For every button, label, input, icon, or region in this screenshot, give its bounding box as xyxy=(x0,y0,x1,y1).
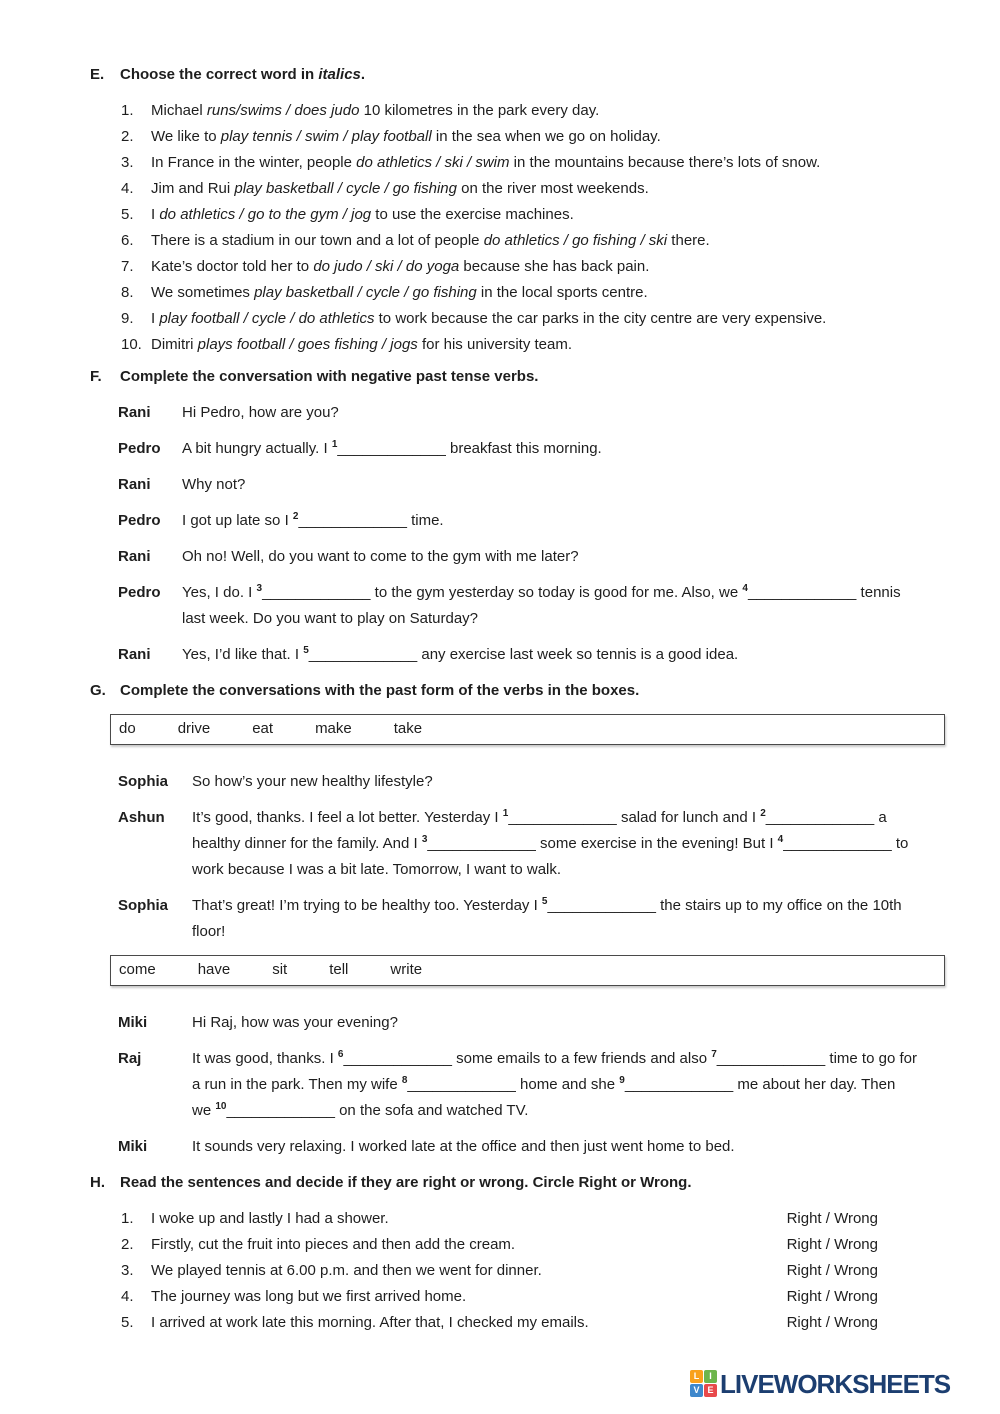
dialogue-text: So how’s your new healthy lifestyle? xyxy=(192,773,433,790)
item-text: I arrived at work late this morning. After that, I checked my emails. xyxy=(151,1314,589,1331)
dialogue-text: A bit hungry actually. I $^1$_____________ breakfast this morning. xyxy=(182,439,602,457)
item-number: 4. xyxy=(121,1288,134,1305)
logo-square-l: L xyxy=(690,1370,703,1383)
dialogue-row xyxy=(90,1134,950,1160)
section-h xyxy=(90,1170,950,1336)
speaker-name: Pedro xyxy=(118,440,161,457)
verb-word: take xyxy=(393,720,423,737)
logo-square-e: E xyxy=(704,1384,717,1397)
dialogue-row xyxy=(90,436,950,462)
item-number: 2. xyxy=(121,1236,134,1253)
section-f-heading xyxy=(90,364,950,390)
item-text: Firstly, cut the fruit into pieces and then add the cream. xyxy=(151,1236,516,1253)
dialogue-text: Hi Raj, how was your evening? xyxy=(192,1014,398,1031)
section-h-title: Read the sentences and decide if they are right or wrong. Circle Right or Wrong. xyxy=(120,1174,692,1191)
section-h-letter: H. xyxy=(90,1174,105,1191)
section-f xyxy=(90,364,950,668)
dialogue-text: That’s great! I’m trying to be healthy too. Yesterday I $^5$_____________ the stairs up to my office on the 10th floor! xyxy=(192,896,902,940)
h-item-4 xyxy=(90,1284,878,1310)
dialogue-row xyxy=(90,1010,950,1036)
item-number: 5. xyxy=(121,206,134,223)
item-text: I do athletics / go to the gym / jog to use the exercise machines. xyxy=(151,206,574,223)
dialogue-row xyxy=(90,805,950,883)
e-item-9 xyxy=(90,306,950,332)
item-number: 7. xyxy=(121,258,134,275)
dialogue-row xyxy=(90,893,950,945)
dialogue-text: It’s good, thanks. I feel a lot better. Yesterday I $^1$_____________ salad for lunch and I $^2$_____________ a healthy dinner for the family. And I $^3$_____________ some exercise in the evening! But I $^4$_____________ to work because I was a bit late. Tomorrow, I want to walk. xyxy=(192,808,909,878)
verb-word: tell xyxy=(329,961,349,978)
h-item-3 xyxy=(90,1258,878,1284)
dialogue-row xyxy=(90,508,950,534)
dialogue-row xyxy=(90,1046,950,1124)
speaker-name: Rani xyxy=(118,476,151,493)
item-number: 1. xyxy=(121,1210,134,1227)
e-item-8 xyxy=(90,280,950,306)
item-number: 6. xyxy=(121,232,134,249)
item-number: 5. xyxy=(121,1314,134,1331)
section-e-letter: E. xyxy=(90,66,105,83)
h-item-1 xyxy=(90,1206,878,1232)
verb-word: make xyxy=(315,720,352,737)
section-e-title: Choose the correct word in italics. xyxy=(120,66,366,83)
dialogue-row xyxy=(90,544,950,570)
conversation-g1 xyxy=(90,769,950,945)
section-g-letter: G. xyxy=(90,682,106,699)
liveworksheets-wordmark: LIVEWORKSHEETS xyxy=(720,1368,951,1399)
verb-word: eat xyxy=(252,720,274,737)
exercise-e-list xyxy=(90,98,950,358)
right-wrong-choice[interactable]: Right / Wrong xyxy=(786,1210,878,1227)
item-number: 10. xyxy=(121,336,142,353)
section-e-heading xyxy=(90,62,950,88)
e-item-7 xyxy=(90,254,950,280)
verb-word: have xyxy=(197,961,231,978)
section-e xyxy=(90,62,950,358)
item-number: 4. xyxy=(121,180,134,197)
dialogue-text: It sounds very relaxing. I worked late at the office and then just went home to bed. xyxy=(192,1138,735,1155)
e-item-5 xyxy=(90,202,950,228)
item-text: Dimitri plays football / goes fishing / jogs for his university team. xyxy=(151,336,573,353)
verb-box-2 xyxy=(110,955,945,986)
speaker-name: Sophia xyxy=(118,897,169,914)
speaker-name: Sophia xyxy=(118,773,169,790)
e-item-1 xyxy=(90,98,950,124)
dialogue-text: Yes, I do. I $^3$_____________ to the gym yesterday so today is good for me. Also, we $^4$_____________ tennis last week. Do you want to play on Saturday? xyxy=(182,583,901,627)
verb-box-1 xyxy=(110,714,945,745)
section-g-title: Complete the conversations with the past form of the verbs in the boxes. xyxy=(120,682,640,699)
item-text: I play football / cycle / do athletics to work because the car parks in the city centre are very expensive. xyxy=(151,310,827,327)
speaker-name: Rani xyxy=(118,404,151,421)
item-text: Jim and Rui play basketball / cycle / go fishing on the river most weekends. xyxy=(151,180,649,197)
e-item-2 xyxy=(90,124,950,150)
dialogue-row xyxy=(90,769,950,795)
section-g xyxy=(90,678,950,1160)
dialogue-text: Why not? xyxy=(182,476,246,493)
section-f-title: Complete the conversation with negative past tense verbs. xyxy=(120,368,539,385)
right-wrong-choice[interactable]: Right / Wrong xyxy=(786,1262,878,1279)
e-item-4 xyxy=(90,176,950,202)
item-number: 3. xyxy=(121,154,134,171)
h-item-5 xyxy=(90,1310,878,1336)
item-text: We like to play tennis / swim / play football in the sea when we go on holiday. xyxy=(151,128,661,145)
verb-word: come xyxy=(119,961,156,978)
item-number: 9. xyxy=(121,310,134,327)
item-text: I woke up and lastly I had a shower. xyxy=(151,1210,389,1227)
liveworksheets-logo-icon xyxy=(690,1370,717,1397)
liveworksheets-logo[interactable] xyxy=(690,1370,950,1397)
speaker-name: Pedro xyxy=(118,584,161,601)
item-number: 2. xyxy=(121,128,134,145)
section-g-heading xyxy=(90,678,950,704)
e-item-3 xyxy=(90,150,950,176)
dialogue-row xyxy=(90,472,950,498)
e-item-10 xyxy=(90,332,950,358)
right-wrong-choice[interactable]: Right / Wrong xyxy=(786,1288,878,1305)
item-text: The journey was long but we first arrived home. xyxy=(151,1288,467,1305)
speaker-name: Raj xyxy=(118,1050,142,1067)
speaker-name: Miki xyxy=(118,1014,148,1031)
dialogue-text: Oh no! Well, do you want to come to the gym with me later? xyxy=(182,548,579,565)
section-h-heading xyxy=(90,1170,950,1196)
item-number: 3. xyxy=(121,1262,134,1279)
item-text: We sometimes play basketball / cycle / go fishing in the local sports centre. xyxy=(151,284,648,301)
verb-word: write xyxy=(390,961,423,978)
conversation-g2 xyxy=(90,1010,950,1160)
exercise-h-list xyxy=(90,1206,878,1336)
right-wrong-choice[interactable]: Right / Wrong xyxy=(786,1236,878,1253)
item-text: Michael runs/swims / does judo 10 kilometres in the park every day. xyxy=(151,102,600,119)
speaker-name: Rani xyxy=(118,646,151,663)
dialogue-row xyxy=(90,642,950,668)
verb-word: sit xyxy=(272,961,288,978)
item-text: In France in the winter, people do athletics / ski / swim in the mountains because there’s lots of snow. xyxy=(151,154,821,171)
dialogue-text: It was good, thanks. I $^6$_____________ some emails to a few friends and also $^7$_____________ time to go for a run in the park. Then my wife $^8$_____________ home and she $^9$_____________ me about her day. Then we $^{10}$_____________ on the sofa and watched TV. xyxy=(192,1049,917,1119)
item-text: We played tennis at 6.00 p.m. and then we went for dinner. xyxy=(151,1262,542,1279)
item-text: There is a stadium in our town and a lot of people do athletics / go fishing / ski there. xyxy=(151,232,710,249)
dialogue-text: Hi Pedro, how are you? xyxy=(182,404,339,421)
speaker-name: Miki xyxy=(118,1138,148,1155)
dialogue-row xyxy=(90,400,950,426)
h-item-2 xyxy=(90,1232,878,1258)
dialogue-text: Yes, I’d like that. I $^5$_____________ any exercise last week so tennis is a good idea. xyxy=(182,645,739,663)
speaker-name: Pedro xyxy=(118,512,161,529)
item-text: Kate’s doctor told her to do judo / ski / do yoga because she has back pain. xyxy=(151,258,650,275)
section-f-letter: F. xyxy=(90,368,102,385)
right-wrong-choice[interactable]: Right / Wrong xyxy=(786,1314,878,1331)
verb-word: do xyxy=(119,720,136,737)
e-item-6 xyxy=(90,228,950,254)
item-number: 8. xyxy=(121,284,134,301)
conversation-f xyxy=(90,400,950,668)
dialogue-row xyxy=(90,580,950,632)
item-number: 1. xyxy=(121,102,134,119)
dialogue-text: I got up late so I $^2$_____________ time. xyxy=(182,511,444,529)
logo-square-v: V xyxy=(690,1384,703,1397)
logo-square-i: I xyxy=(704,1370,717,1383)
speaker-name: Rani xyxy=(118,548,151,565)
verb-word: drive xyxy=(177,720,211,737)
speaker-name: Ashun xyxy=(118,809,165,826)
